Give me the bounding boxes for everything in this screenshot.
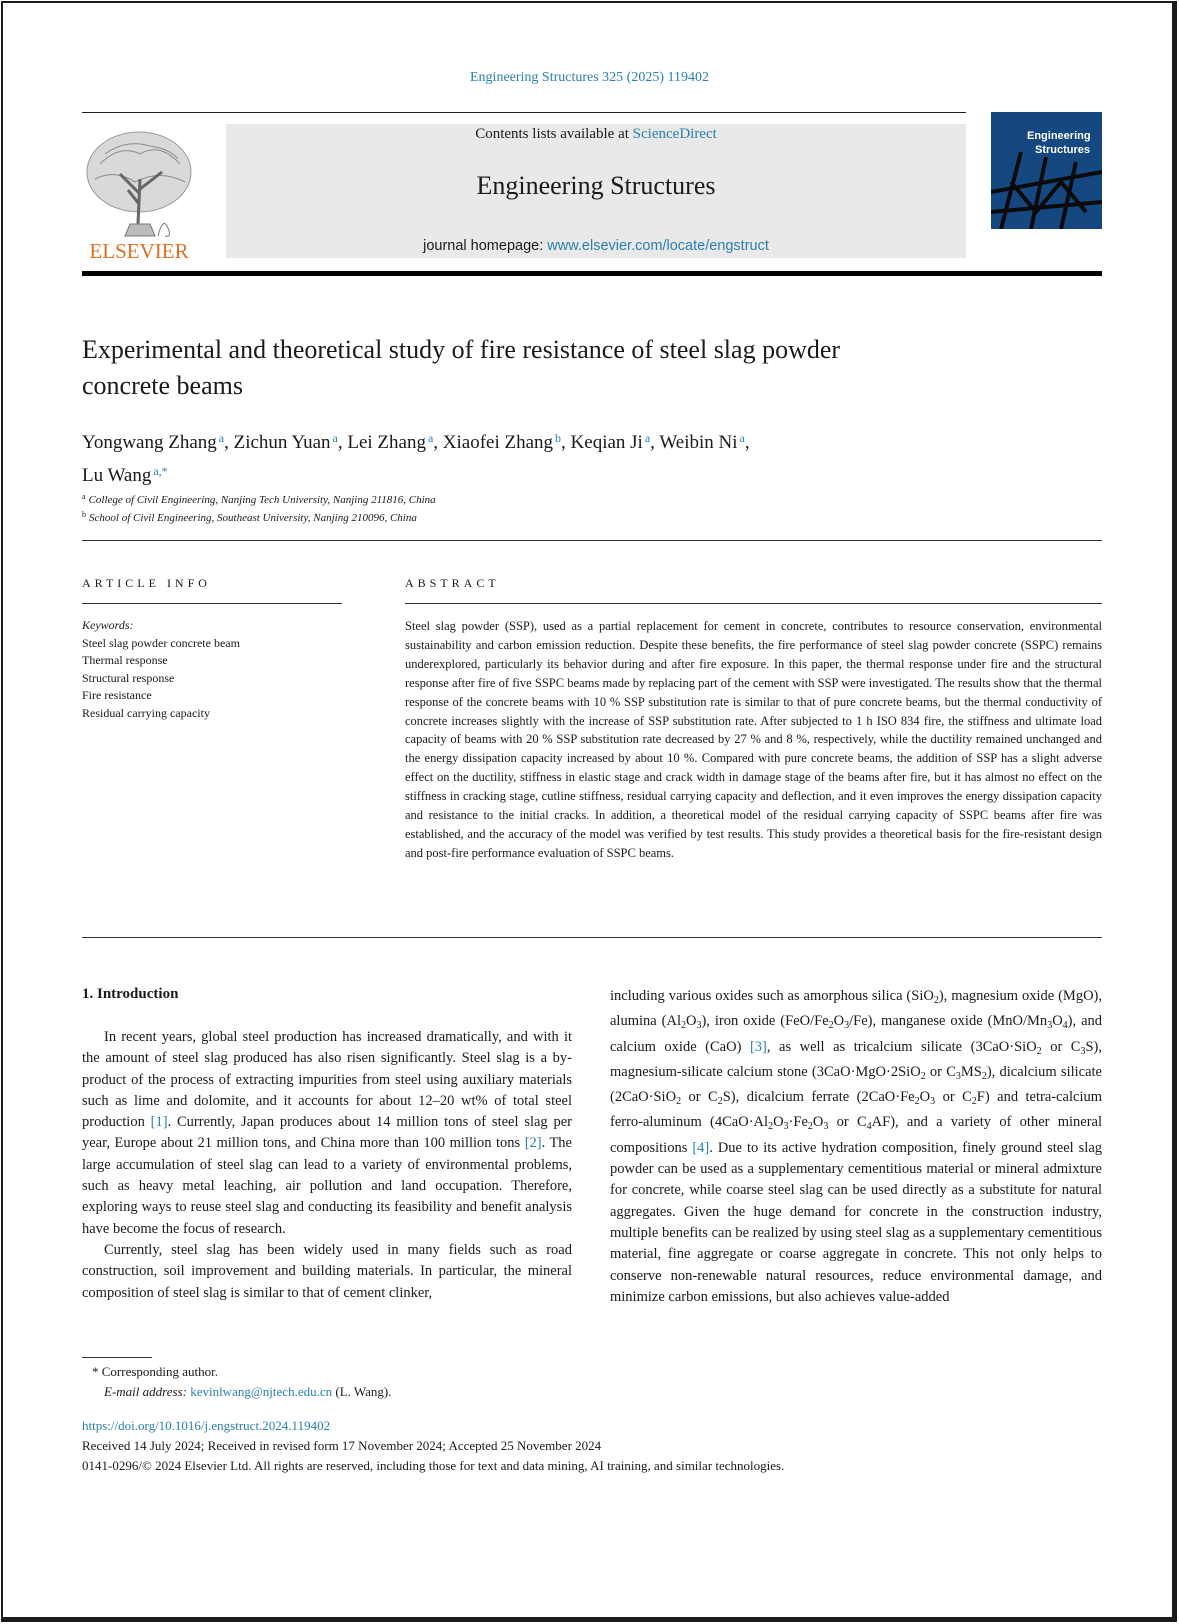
doi-link[interactable]: https://doi.org/10.1016/j.engstruct.2024.119402 <box>82 1418 331 1433</box>
intro-paragraph-1: In recent years, global steel production has increased dramatically, and with it the amount of steel slag produced has also risen significantly. Steel slag is a by-product of the process of extracting impurities from steel using auxiliary materials such as lime and dolomite, and it accounts for about 12–20 wt% of total steel production [1]. Currently, Japan produces about 14 million tons of steel slag per year, Europe about 21 million tons, and China more than 100 million tons [2]. The large accumulation of steel slag can lead to a variety of environmental problems, such as heavy metal leaching, air pollution and land occupation. Therefore, exploring ways to reuse steel slag and conducting its feasibility and benefit analysis have become the focus of research. <box>82 1029 572 1237</box>
header-thick-rule <box>82 271 1102 276</box>
journal-cover-image <box>991 112 1102 229</box>
reference-link[interactable]: [3] <box>749 1038 767 1055</box>
author-list: Yongwang Zhang $^a$, Zichun Yuan $^a$, Lei Zhang $^a$, Xiaofei Zhang $^b$, Keqian Ji $^a$, Weibin Ni $^a$, Lu Wang $^{a,*}$ <box>82 431 750 486</box>
journal-citation[interactable]: Engineering Structures 325 (2025) 119402 <box>470 70 709 85</box>
contents-prefix: Contents lists available at <box>475 126 633 142</box>
corresponding-author-note: * Corresponding author. <box>92 1364 219 1379</box>
introduction-heading: 1. Introduction <box>82 986 179 1002</box>
intro-paragraph-2-continued: including various oxides such as amorphous silica (SiO$_2$), magnesium oxide (MgO), alumina $(Al_2O_3)$, iron oxide $(FeO/Fe_2O_3/Fe)$, manganese oxide $(MnO/Mn_3O_4)$, and calcium oxide (CaO) [3], as well as tricalcium silicate (3CaO·SiO$_2$ or $C_3S$), magnesium-silicate calcium stone (3CaO·MgO·2SiO$_2$ or $C_3MS_2$), dicalcium silicate (2CaO·SiO$_2$ or $C_2S$), dicalcium ferrate ($2CaO\cdot Fe_2O_3$ or $C_2F$) and tetra-calcium ferro-aluminum ($4CaO\cdot Al_2O_3\cdot Fe_2O_3$ or $C_4AF$), and a variety of other mineral compositions [4]. Due to its active hydration composition, finely ground steel slag powder can be used as a supplementary cementitious material or mineral admixture for concrete, while coarse steel slag can be used directly as a substitute for natural aggregates. Given the huge demand for concrete in the construction industry, multiple benefits can be realized by using steel slag as a supplementary cementitious material, fine aggregate or coarse aggregate in concrete. This not only helps to conserve non-renewable natural resources, reduce environmental damage, and minimize carbon emissions, but also achieves value-added <box>610 988 1103 1305</box>
keywords-label: Keywords: <box>82 618 134 632</box>
intro-left-column <box>82 1027 572 1304</box>
abstract-heading: ABSTRACT <box>405 576 500 590</box>
author[interactable]: Xiaofei Zhang $^b$ <box>442 431 562 453</box>
page-shadow-right <box>1172 1 1177 1622</box>
journal-homepage <box>226 238 966 254</box>
cover-title-line1: Engineering <box>1027 130 1091 142</box>
abstract-bottom-rule <box>82 937 1102 938</box>
received-dates: Received 14 July 2024; Received in revised form 17 November 2024; Accepted 25 November 2024 <box>82 1438 602 1453</box>
elsevier-tree-logo <box>80 124 198 264</box>
article-title <box>82 332 1082 404</box>
author[interactable]: Lei Zhang $^a$ <box>347 431 434 453</box>
keyword: Thermal response <box>82 653 168 667</box>
email-label: E-mail address: <box>104 1384 191 1399</box>
author[interactable]: Weibin Ni $^a$ <box>659 431 745 453</box>
reference-link[interactable]: [2] <box>524 1135 542 1152</box>
intro-paragraph-2: Currently, steel slag has been widely used in many fields such as road construction, soil improvement and building materials. In particular, the mineral composition of steel slag is similar to that of cement clinker, <box>82 1241 572 1301</box>
author[interactable]: Keqian Ji $^a$ <box>570 431 651 453</box>
author[interactable]: Lu Wang $^{a,*}$ <box>82 464 168 486</box>
email-note: E-mail address: kevinlwang@njtech.edu.cn (L. Wang). <box>104 1384 392 1399</box>
journal-name: Engineering Structures <box>476 171 716 200</box>
homepage-link[interactable]: www.elsevier.com/locate/engstruct <box>547 238 769 254</box>
page-shadow-bottom <box>1 1617 1177 1622</box>
keyword: Structural response <box>82 670 175 685</box>
footnote-rule <box>82 1357 152 1358</box>
affiliation-b: $^b$ School of Civil Engineering, Southeast University, Nanjing 210096, China <box>82 510 417 524</box>
email-link[interactable]: kevinlwang@njtech.edu.cn <box>190 1384 333 1399</box>
keyword: Fire resistance <box>82 688 152 702</box>
sciencedirect-link[interactable]: ScienceDirect <box>632 126 717 142</box>
cover-title-line2: Structures <box>1035 144 1091 156</box>
author[interactable]: Yongwang Zhang $^a$ <box>82 431 225 453</box>
intro-right-column <box>610 986 1102 1308</box>
article-info-rule <box>82 603 342 604</box>
article-info-heading: ARTICLE INFO <box>82 576 211 590</box>
homepage-prefix: journal homepage: <box>423 238 548 254</box>
elsevier-wordmark: ELSEVIER <box>89 239 189 263</box>
copyright-notice: 0141-0296/© 2024 Elsevier Ltd. All rights are reserved, including those for text and data mining, AI training, and similar technologies. <box>82 1458 785 1473</box>
title-line-1: Experimental and theoretical study of fire resistance of steel slag powder <box>82 335 841 364</box>
title-line-2: concrete beams <box>82 371 243 400</box>
keyword: Steel slag powder concrete beam <box>82 635 240 650</box>
affiliation-rule <box>82 540 1102 541</box>
abstract-rule <box>405 603 1102 604</box>
author[interactable]: Zichun Yuan $^a$ <box>233 431 338 453</box>
affiliation-a: $^a$ College of Civil Engineering, Nanjing Tech University, Nanjing 211816, China <box>82 492 436 506</box>
keyword: Residual carrying capacity <box>82 705 210 720</box>
abstract-text: Steel slag powder (SSP), used as a partial replacement for cement in concrete, contributes to resource conservation, environmental sustainability and carbon emission reduction. Despite these benefits, the fire performance of steel slag powder concrete (SSPC) remains underexplored, particularly its behavior during and after fire exposure. In this paper, the thermal response under fire and the structural response after fire of five SSPC beams made by replacing part of the cement with SSP were investigated. The results show that the thermal response of the concrete beams with 10 % SSP substitution rate is similar to that of pure concrete beams, but the thermal conductivity of concrete increases slightly with the increase of SSP substitution rate. After subjected to 1 h ISO 834 fire, the stiffness and ultimate load capacity of beams with 20 % SSP substitution rate decreased by 27 % and 8 %, respectively, while the ductility remained unchanged and the energy dissipation capacity increased by about 10 %. Compared with pure concrete beams, the addition of SSP has a slight adverse effect on the ductility, stiffness in elastic stage and crack width in damage stage of the beams after fire, but it has almost no effect on the stiffness in cracking stage, cutline stiffness, residual carrying capacity and deflection, and it even improves the energy dissipation capacity and resistance to the initial cracks. In addition, a theoretical model of the residual carrying capacity of SSPC beams after fire was established, and the accuracy of the model was verified by test results. This study provides a theoretical basis for the fire-resistant design and post-fire performance evaluation of SSPC beams. <box>405 619 1102 860</box>
contents-line <box>226 126 966 143</box>
keywords-block <box>82 617 342 722</box>
header-rule <box>82 112 966 113</box>
reference-link[interactable]: [1] <box>150 1114 168 1131</box>
reference-link[interactable]: [4] <box>692 1139 710 1156</box>
